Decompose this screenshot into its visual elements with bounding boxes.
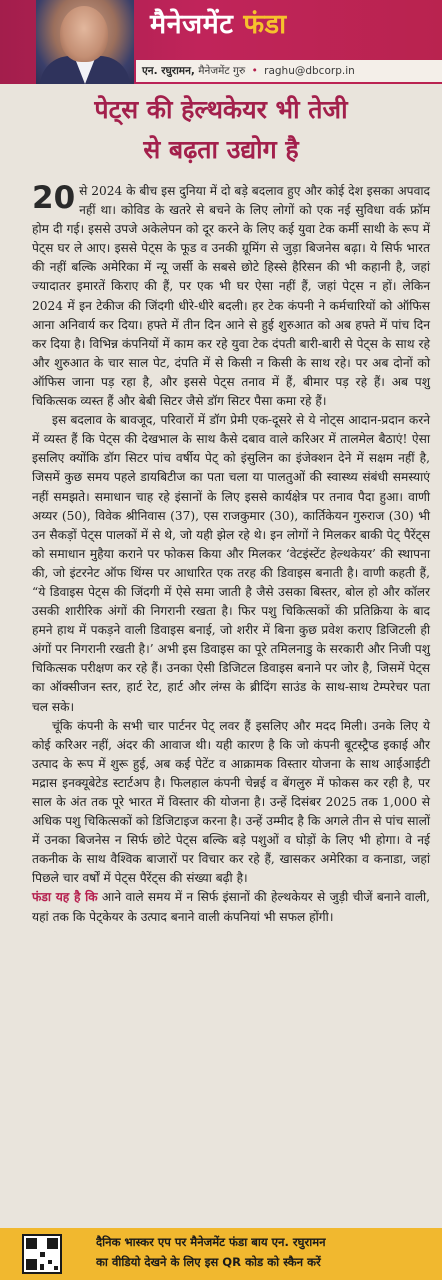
headline-line-1: पेट्स की हेल्थकेयर भी तेजी bbox=[94, 95, 348, 124]
paragraph-4-text: आने वाले समय में न सिर्फ इंसानों की हेल्थकेयर से जुड़ी चीजें बनाने वाली, यहां तक कि पेट्केयर के उत्पाद बनाने वाली कंपनियां भी सफल होंगी। bbox=[32, 890, 430, 924]
footer-banner bbox=[0, 1228, 442, 1280]
funda-tag: फंडा यह है कि bbox=[32, 890, 98, 905]
footer-line-1: दैनिक भास्कर एप पर मैनेजमेंट फंडा बाय एन. रघुरामन bbox=[96, 1235, 326, 1249]
drop-cap: 20 bbox=[32, 180, 76, 216]
byline bbox=[136, 60, 442, 82]
author-photo bbox=[36, 0, 134, 84]
column-title-part1: मैनेजमेंट bbox=[150, 9, 234, 40]
author-role: मैनेजमेंट गुरु bbox=[198, 65, 246, 77]
article-body bbox=[32, 182, 430, 1222]
footer-line-2: का वीडियो देखने के लिए इस QR कोड को स्कैन करें bbox=[96, 1255, 321, 1269]
author-name: एन. रघुरामन, bbox=[142, 65, 195, 77]
author-email: raghu@dbcorp.in bbox=[264, 65, 355, 77]
footer-text bbox=[96, 1232, 436, 1272]
column-title-part2: फंडा bbox=[243, 9, 287, 40]
headline-line-2: से बढ़ता उद्योग है bbox=[143, 135, 299, 164]
author-photo-face bbox=[60, 6, 108, 62]
column-title bbox=[150, 4, 440, 48]
paragraph-4 bbox=[32, 888, 430, 926]
qr-code-icon[interactable] bbox=[22, 1234, 62, 1274]
paragraph-2: इस बदलाव के बावजूद, परिवारों में डॉग प्रेमी एक-दूसरे से ये नोट्स आदान-प्रदान करने में व्यस्त हैं कि पेट्स की देखभाल के साथ कैसे दबाव वाले करिअर में तालमेल बैठाएं! ऐसा इसलिए क्योंकि डॉग सिटर पांच वर्षीय पेट् को इंसुलिन का इंजेक्शन देने में सक्षम नहीं है, जिसमें कुछ समय पहले डायबिटीज का पता चला या पालतुओं की स्वास्थ्य संबंधी समस्याएं नहीं समझते। समाधान चाह रहे इंसानों के लिए इससे कार्यक्षेत्र पर तनाव पैदा हुआ। वाणी अय्यर (50), विवेक श्रीनिवास (37), एस राजकुमार (30), कार्तिकेयन गुरुराज (30) भी उन सैकड़ों पेट्स पालकों में से थे, जो यही झेल रहे थे। इन लोगों ने मिलकर बाकी पेट् पैरेंट्स को समाधान मुहैया कराने पर फोकस किया और मिलकर ‘वेटइंस्टेंट हेल्थकेयर’ की स्थापना की, जो इंटरनेट ऑफ थिंग्स पर आधारित एक तरह की डिवाइस बनाती है। वाणी कहती हैं, “ये डिवाइस पेट्स की जिंदगी में ऐसे समा जाती है जैसे उसका बिस्तर, बोल हो और कॉलर उसकी शारीरिक अंगों की निगरानी रखता है। फिर पशु चिकित्सकों की प्रतिक्रिया के बाद हमने हाथ में पकड़ने वाली डिवाइस बनाई, जो शरीर में बिना कुछ प्रवेश कराए डिजिटली ही अंगों पर निगरानी रखती है।’ अभी इस डिवाइस का पूरे तमिलनाडु के सरकारी और निजी पशु चिकित्सक परीक्षण कर रहे हैं। उनका ऐसी डिजिटल डिवाइस बनाने पर जोर है, जिसमें पेट्स का ऑक्सीजन स्तर, हार्ट रेट, हार्ट और लंग्स के ब्रीदिंग साउंड के साथ-साथ टेम्परेचर पता चल सके। bbox=[32, 413, 430, 714]
byline-separator: • bbox=[251, 65, 258, 77]
headline bbox=[8, 90, 434, 170]
paragraph-1 bbox=[32, 182, 430, 411]
paragraph-1-text: से 2024 के बीच इस दुनिया में दो बड़े बदलाव हुए और कोई देश इसका अपवाद नहीं था। कोविड के खतरे से बचने के लिए लोगों को एक नई सुविधा वर्क फ्रॉम होम दी गई। इससे उपजे अकेलेपन को दूर करने के लिए कई युवा टेक कर्मी साथी के रूप में पेट्स घर ले आए। इससे पेट्स के फूड व उनकी ग्रूमिंग से जुड़ा बिजनेस बढ़ा। ये सिर्फ भारत की नहीं बल्कि अमेरिका में न्यू जर्सी के सबसे छोटे हिस्से हैरिसन की भी कहानी है, जहां ज्यादातर इमारतें किराए की हैं, पर एक भी घर ऐसा नहीं हैं, जहां पेट्स न हों। लेकिन 2024 में इन टेकीज की जिंदगी धीरे-धीरे बदली। हर टेक कंपनी ने कर्मचारियों को ऑफिस आना अनिवार्य कर दिया। हफ्ते में तीन दिन आने से हुई शुरुआत को अब हफ्ते में पांच दिन कर दिया है। विभिन्न कंपनियों में काम कर रहे युवा टेक दंपती बारी-बारी से पेट्स के साथ रहे और शुरुआत के चार साल पेट, दंपति में से किसी न किसी के साथ रहे। पर अब दोनों को ऑफिस जाना पड़ रहा है, और इससे पेट्स तनाव में हैं, बीमार पड़ रहे हैं। अब पशु चिकित्सक व्यस्त हैं और बेबी सिटर जैसे डॉग सिटर पैसा कमा रहे हैं। bbox=[32, 184, 430, 409]
column-header bbox=[0, 0, 442, 84]
paragraph-3: चूंकि कंपनी के सभी चार पार्टनर पेट् लवर हैं इसलिए और मदद मिली। उनके लिए ये कोई करिअर नहीं, अंदर की आवाज थी। यही कारण है कि जो कंपनी बूटस्ट्रैप्ड इकाई और उत्पाद के रूप में शुरू हुई, अब कई पेटेंट व आक्रामक विस्तार योजना के साथ आईआईटी मद्रास इनक्यूबेटेड स्टार्टअप है। फिलहाल कंपनी चेन्नई व बेंगलुरु में फोकस कर रही है, पर साल के अंत तक पूरे भारत में विस्तार की योजना है। उन्हें दिसंबर 2025 तक 1,000 से अधिक पशु चिकित्सकों को डिजिटाइज करना है। उन्हें उम्मीद है कि अगले तीन से पांच सालों में उनका बिजनेस न सिर्फ छोटे पेट्स बल्कि बड़े पशुओं व घोड़ों के लिए भी होगा। वे नई तकनीक के साथ वैश्विक बाजारों पर विचार कर रहे हैं, खासकर अमेरिका व कनाडा, जहां पिछले चार वर्षों में पेट्स पैरेंट्स की संख्या बढ़ी है। bbox=[32, 718, 430, 886]
